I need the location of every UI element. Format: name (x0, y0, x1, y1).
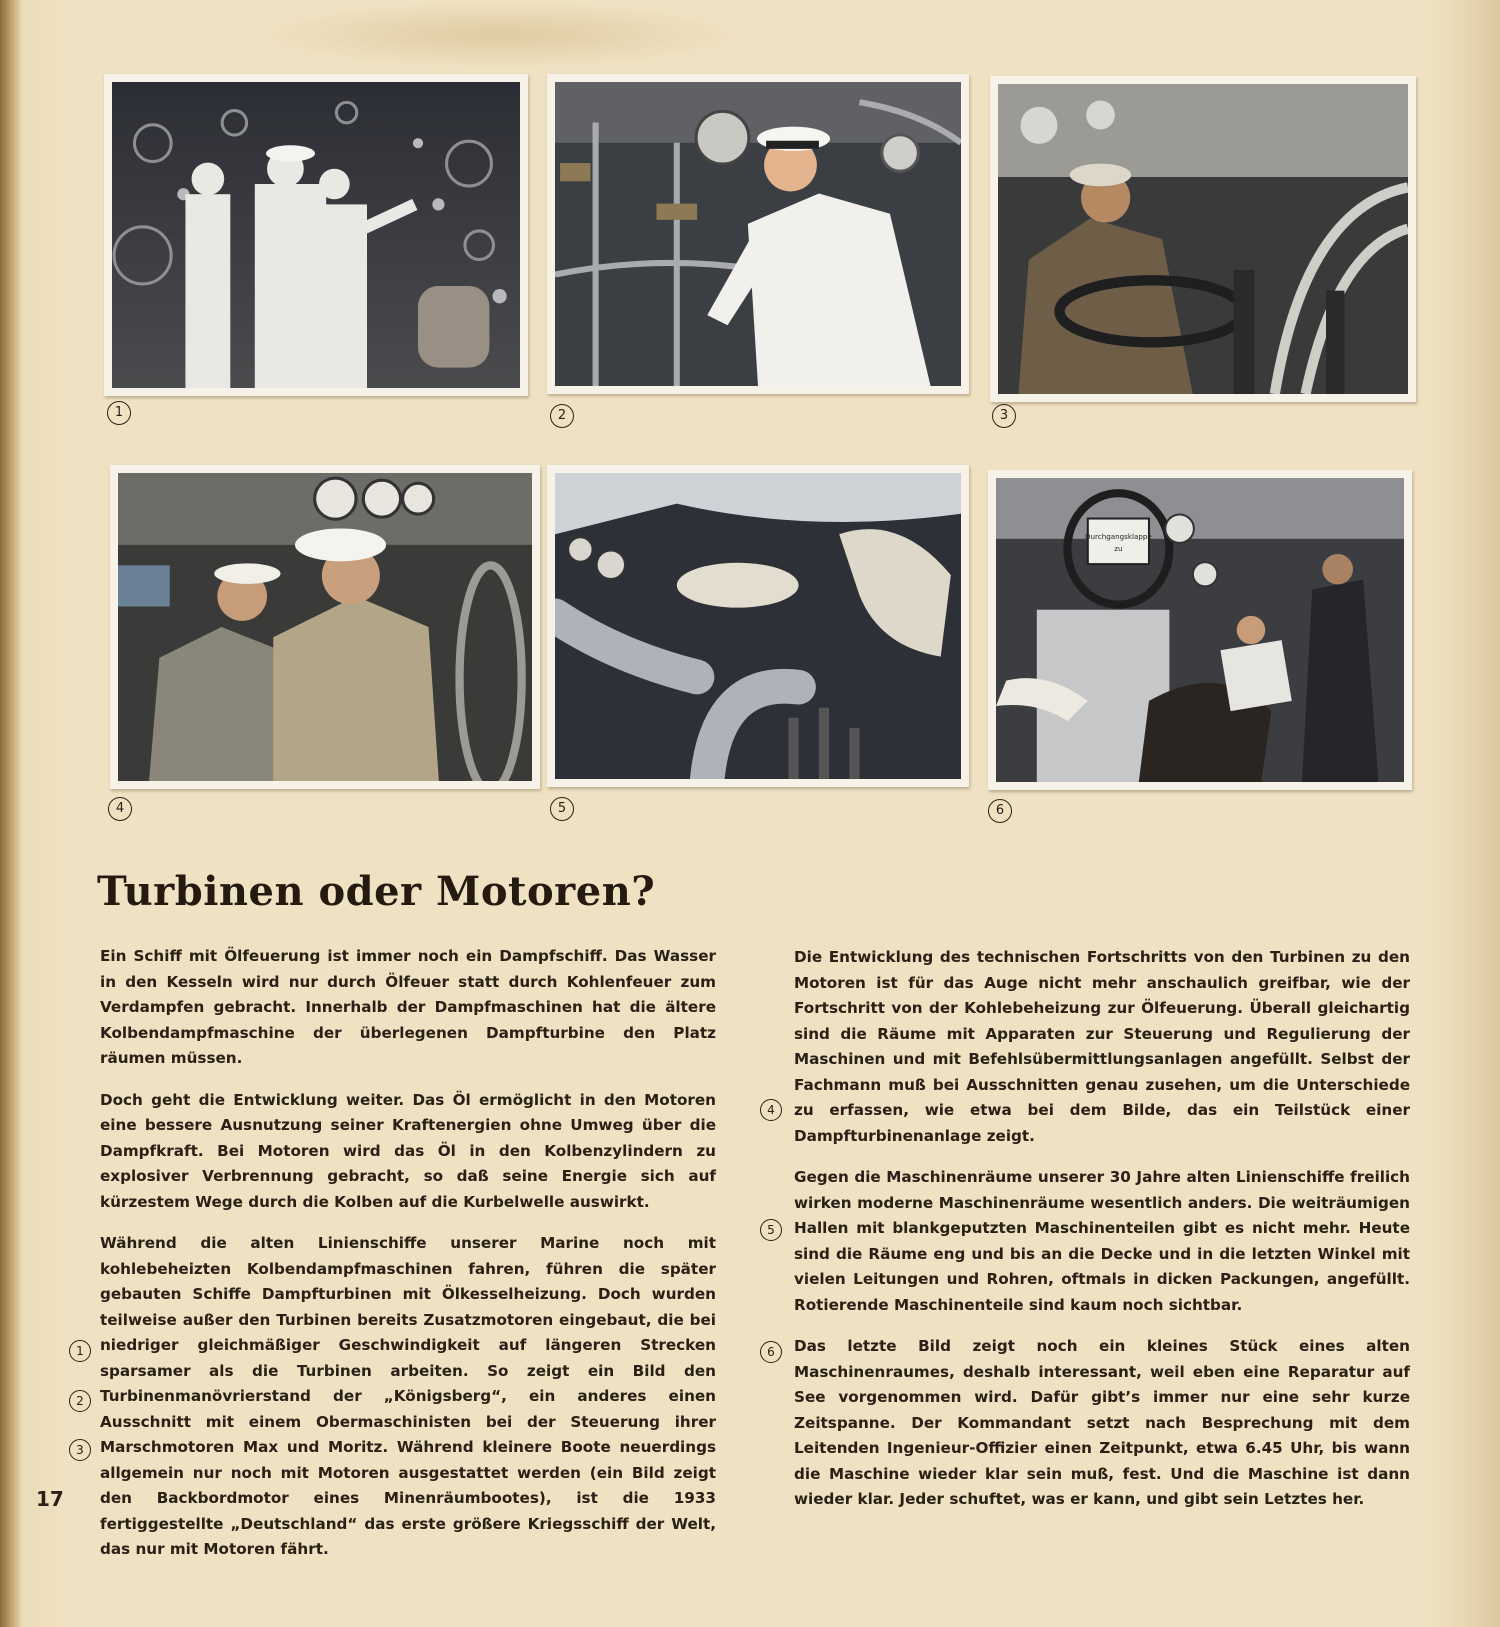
photo-card-2 (547, 74, 969, 394)
margin-ref-4: 4 (760, 1099, 782, 1121)
sign-text-line-1: Durchgangsklappe (1084, 531, 1152, 541)
paragraph-4: Die Entwicklung des technischen Fortschritts von den Turbinen zu den Motoren ist für das Auge nicht mehr anschaulich greifbar, wie der Fortschritt von der Kohlebeheizung zur Ölfeuerung. Überall gleichartig sind die Räume mit Apparaten zur Steuerung und Regulierung der Maschinen und mit Befehlsübermittlungsanlagen angefüllt. Selbst der Fachmann muß bei Ausschnitten genau zusehen, um die Unterschiede zu erfassen, wie etwa bei dem Bilde, das ein Teilstück einer Dampfturbinenanlage zeigt. (794, 948, 1410, 1145)
margin-ref-3: 3 (69, 1439, 91, 1461)
photo-number-1: 1 (107, 401, 131, 425)
photo-number-6: 6 (988, 799, 1012, 823)
photo-number-3: 3 (992, 404, 1016, 428)
right-text-column (794, 945, 1410, 1529)
page-title: Turbinen oder Motoren? (97, 868, 656, 915)
margin-ref-1: 1 (69, 1340, 91, 1362)
photo-2-image (555, 82, 961, 386)
sign-text-line-2: zu (1114, 543, 1123, 553)
page-number: 17 (36, 1487, 64, 1511)
margin-ref-5: 5 (760, 1219, 782, 1241)
photo-card-4 (110, 465, 540, 789)
photo-card-5 (547, 465, 969, 787)
paper-stain (250, 0, 750, 70)
paragraph-5: Gegen die Maschinenräume unserer 30 Jahre alten Linienschiffe freilich wirken moderne Maschinenräume wesentlich anders. Die weiträumigen Hallen mit blankgeputzten Maschinenteilen gibt es nicht mehr. Heute sind die Räume eng und bis an die Decke und in die letzten Winkel mit vielen Leitungen und Rohren, oftmals in dicken Packungen, angefüllt. Rotierende Maschinenteile sind kaum noch sichtbar. (794, 1168, 1410, 1314)
paragraph-1: Ein Schiff mit Ölfeuerung ist immer noch ein Dampfschiff. Das Wasser in den Kesseln wird nur durch Ölfeuer statt durch Kohlenfeuer zum Verdampfen gebracht. Innerhalb der Dampfmaschinen hat die ältere Kolbendampfmaschine der überlegenen Dampfturbine den Platz räumen müssen. (100, 947, 716, 1067)
photo-number-5: 5 (550, 797, 574, 821)
photo-4-image (118, 473, 532, 781)
margin-ref-2: 2 (69, 1390, 91, 1412)
paragraph-6: Das letzte Bild zeigt noch ein kleines Stück eines alten Maschinenraumes, deshalb interessant, weil eben eine Reparatur auf See vorgenommen wird. Dafür gibt’s immer nur eine sehr kurze Zeitspanne. Der Kommandant setzt nach Besprechung mit dem Leitenden Ingenieur-Offizier einen Zeitpunkt, etwa 6.45 Uhr, bis wann die Maschine wieder klar sein muß, fest. Und die Maschine ist dann wieder klar. Jeder schuftet, was er kann, und gibt sein Letztes her. (794, 1337, 1410, 1508)
photo-number-2: 2 (550, 404, 574, 428)
paragraph-2: Doch geht die Entwicklung weiter. Das Öl ermöglicht in den Motoren eine bessere Ausnutzung seiner Kraftenergien ohne Umweg über die Dampfkraft. Bei Motoren wird das Öl in den Kolbenzylindern zu explosiver Verbrennung gebracht, so daß seine Energie sich auf kürzestem Wege durch die Kolben auf die Kurbelwelle auswirkt. (100, 1090, 716, 1211)
paragraph-3: Während die alten Linienschiffe unserer Marine noch mit kohlebeheizten Kolbendampfmaschinen fahren, führen die später gebauten Schiffe Dampfturbinen mit Ölkesselheizung. Doch wurden teilweise außer den Turbinen bereits Zusatzmotoren eingebaut, die bei niedriger gleichmäßiger Geschwindigkeit auf längeren Strecken sparsamer als die Turbinen arbeiten. So zeigt ein Bild den Turbinenmanövrierstand der „Königsberg“, ein anderes einen Ausschnitt mit einem Obermaschinisten bei der Steuerung ihrer Marschmotoren Max und Moritz. Während kleinere Boote neuerdings allgemein nur noch mit Motoren ausgestattet werden (ein Bild zeigt den Backbordmotor eines Minenräumbootes), ist die 1933 fertiggestellte „Deutschland“ das erste größere Kriegsschiff der Welt, das nur mit Motoren fährt. (100, 1234, 716, 1558)
photo-5-image (555, 473, 961, 779)
photo-card-6 (988, 470, 1412, 790)
photo-card-3 (990, 76, 1416, 402)
photo-6-image (996, 478, 1404, 782)
photo-number-4: 4 (108, 797, 132, 821)
margin-ref-6: 6 (760, 1341, 782, 1363)
photo-card-1 (104, 74, 528, 396)
photo-3-image (998, 84, 1408, 394)
page-binding (0, 0, 20, 1627)
left-text-column (100, 944, 716, 1579)
photo-1-image (112, 82, 520, 388)
